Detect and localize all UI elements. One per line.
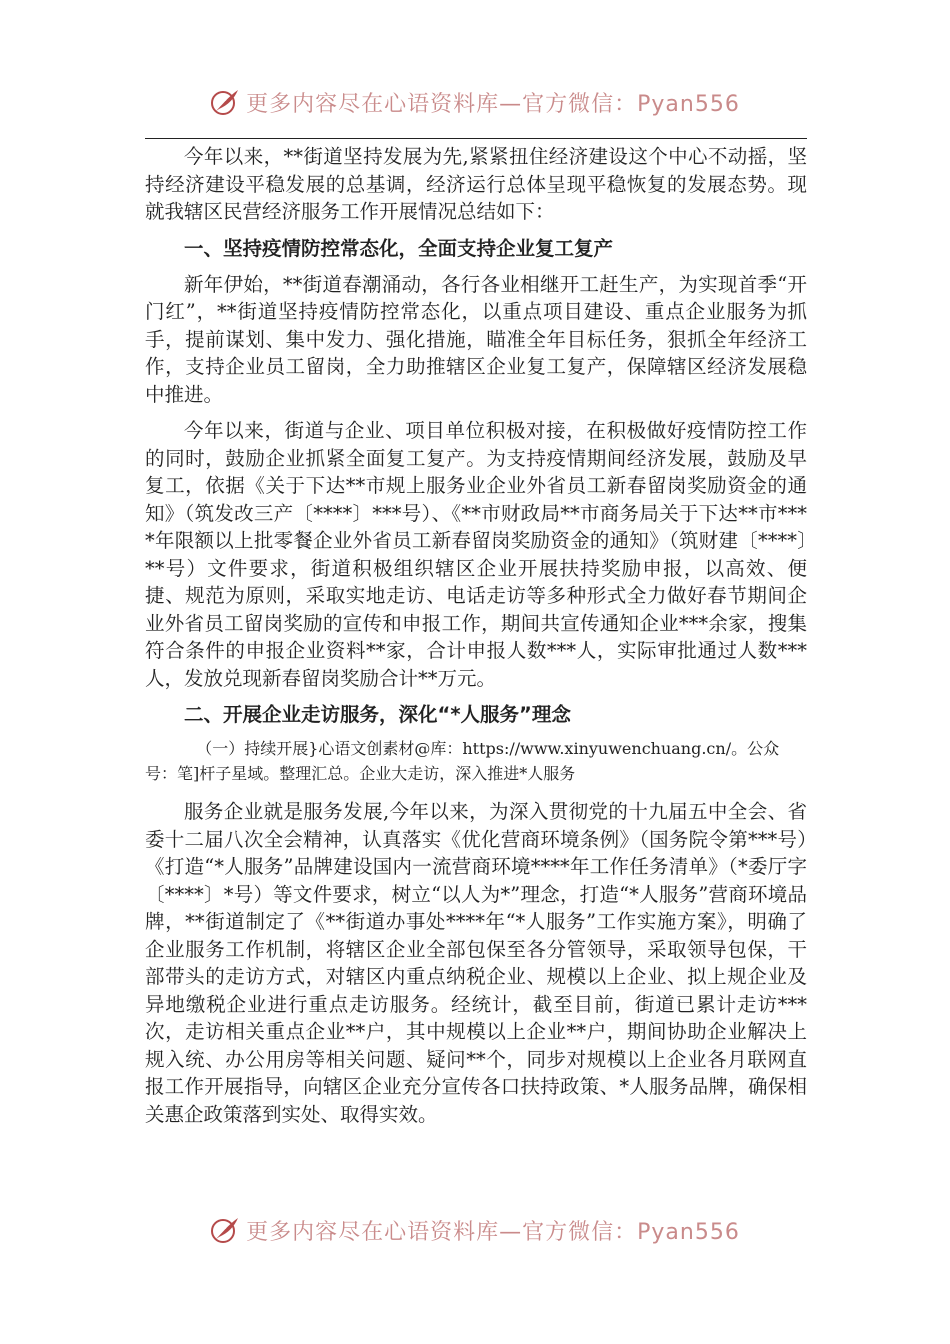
quill-logo-icon	[210, 1215, 240, 1245]
document-body	[145, 143, 807, 1128]
section-heading-1: 一、坚持疫情防控常态化，全面支持企业复工复产	[184, 236, 614, 260]
section-2-paragraph-1: 服务企业就是服务发展,今年以来，为深入贯彻党的十九届五中全会、省委十二届八次全会精神，认真落实《优化营商环境条例》（国务院令第***号）《打造“*人服务”品牌建设国内一流营商环境****年工作任务清单》（*委厅字〔****〕*号）等文件要求，树立“以人为*”理念，打造“*人服务”营商环境品牌，**街道制定了《**街道办事处****年“*人服务”工作实施方案》，明确了企业服务工作机制，将辖区企业全部包保至各分管领导，采取领导包保，干部带头的走访方式，对辖区内重点纳税企业、规模以上企业、拟上规企业及异地缴税企业进行重点走访服务。经统计，截至目前，街道已累计走访***次，走访相关重点企业**户，其中规模以上企业**户，期间协助企业解决上规入统、办公用房等相关问题、疑问**个，同步对规模以上企业各月联网直报工作开展指导，向辖区企业充分宣传各口扶持政策、*人服务品牌，确保相关惠企政策落到实处、取得实效。	[145, 800, 807, 1126]
header-watermark	[0, 82, 950, 122]
section-1-paragraph-1: 新年伊始，**街道春潮涌动，各行各业相继开工赶生产，为实现首季“开门红”，**街道坚持疫情防控常态化，以重点项目建设、重点企业服务为抓手，提前谋划、集中发力、强化措施，瞄准全年目标任务，狠抓全年经济工作，支持企业员工留岗，全力助推辖区企业复工复产，保障辖区经济发展稳中推进。	[145, 272, 807, 406]
footer-watermark-text: 更多内容尽在心语资料库—官方微信：Pyan556	[246, 1219, 740, 1245]
subsection-heading: （一）持续开展}心语文创素材@库：https://www.xinyuwenchuang.cn/。公众号：笔]杆子星域。整理汇总。企业大走访，深入推进*人服务	[145, 739, 780, 783]
section-1-paragraph-2: 今年以来，街道与企业、项目单位积极对接，在积极做好疫情防控工作的同时，鼓励企业抓紧全面复工复产。为支持疫情期间经济发展，鼓励及早复工，依据《关于下达**市规上服务业企业外省员工新春留岗奖励资金的通知》（筑发改三产〔****〕***号）、《**市财政局**市商务局关于下达**市****年限额以上批零餐企业外省员工新春留岗奖励资金的通知》（筑财建〔****〕**号）文件要求，街道积极组织辖区企业开展扶持奖励申报，以高效、便捷、规范为原则，采取实地走访、电话走访等多种形式全力做好春节期间企业外省员工留岗奖励的宣传和申报工作，期间共宣传通知企业***余家，搜集符合条件的申报企业资料**家，合计申报人数***人，实际审批通过人数***人，发放兑现新春留岗奖励合计**万元。	[145, 419, 807, 690]
intro-paragraph: 今年以来，**街道坚持发展为先,紧紧扭住经济建设这个中心不动摇，坚持经济建设平稳发展的总基调，经济运行总体呈现平稳恢复的发展态势。现就我辖区民营经济服务工作开展情况总结如下：	[145, 145, 807, 223]
section-heading-2: 二、开展企业走访服务，深化“*人服务”理念	[184, 703, 571, 726]
footer-watermark	[0, 1210, 950, 1250]
header-divider	[145, 138, 807, 139]
header-watermark-text: 更多内容尽在心语资料库—官方微信：Pyan556	[246, 91, 740, 117]
quill-logo-icon	[210, 87, 240, 117]
